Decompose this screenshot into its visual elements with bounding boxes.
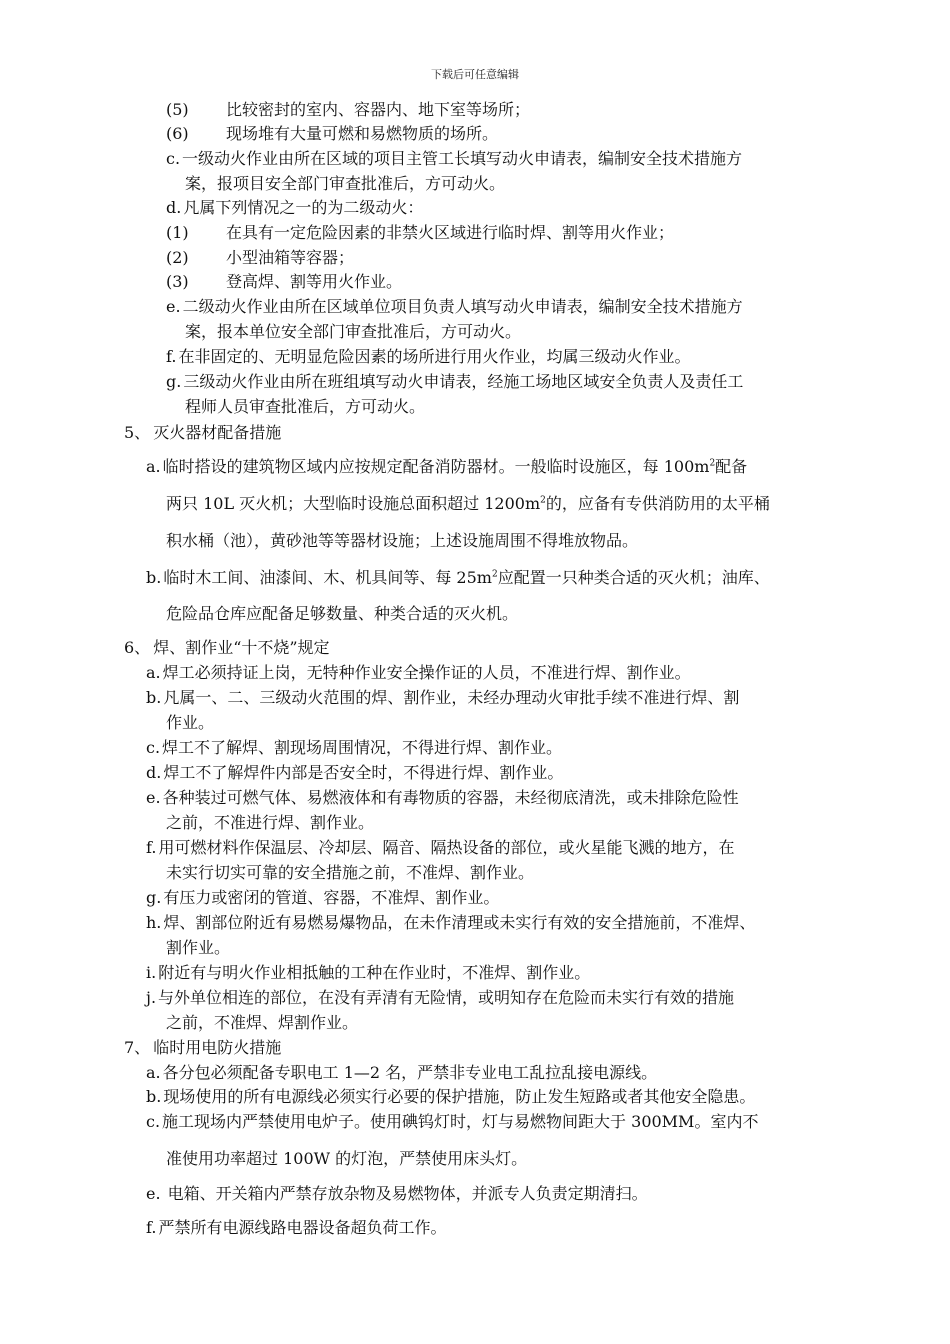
item-text: 未实行切实可靠的安全措施之前，不准焊、割作业。 bbox=[166, 863, 535, 882]
list-item-continuation bbox=[166, 1149, 527, 1169]
list-item bbox=[146, 738, 562, 758]
item-marker: (3) bbox=[166, 272, 189, 291]
item-marker: f. bbox=[166, 347, 177, 366]
list-item bbox=[166, 198, 423, 218]
list-item-continuation bbox=[166, 863, 534, 883]
item-text: 电箱、开关箱内严禁存放杂物及易燃物体，并派专人负责定期清扫。 bbox=[162, 1184, 648, 1203]
item-text: 之前，不准焊、焊割作业。 bbox=[166, 1013, 359, 1032]
item-text: 二级动火作业由所在区域单位项目负责人填写动火申请表，编制安全技术措施方 bbox=[182, 297, 743, 316]
item-text: 之前，不准进行焊、割作业。 bbox=[166, 813, 375, 832]
item-marker: a. bbox=[146, 457, 161, 476]
item-marker: b. bbox=[146, 568, 162, 587]
section-heading bbox=[124, 1038, 281, 1058]
list-item-continuation bbox=[166, 813, 374, 833]
item-text: 两只 10L 灭火机；大型临时设施总面积超过 1200m bbox=[166, 494, 541, 513]
list-item bbox=[146, 888, 499, 908]
item-marker: e. bbox=[146, 788, 161, 807]
item-text: 比较密封的室内、容器内、地下室等场所； bbox=[226, 100, 531, 119]
section-number: 6、 bbox=[124, 638, 151, 657]
item-text: 有压力或密闭的管道、容器，不准焊、割作业。 bbox=[163, 888, 500, 907]
item-text: 割作业。 bbox=[166, 938, 231, 957]
item-text: 焊工必须持证上岗，无特种作业安全操作证的人员，不准进行焊、割作业。 bbox=[162, 663, 691, 682]
item-text: 附近有与明火作业相抵触的工种在作业时，不准焊、割作业。 bbox=[158, 963, 591, 982]
section-number: 7、 bbox=[124, 1038, 151, 1057]
item-text: 焊工不了解焊件内部是否安全时，不得进行焊、割作业。 bbox=[163, 763, 564, 782]
item-marker: j. bbox=[146, 988, 157, 1007]
item-marker: f. bbox=[146, 838, 157, 857]
item-text: 一级动火作业由所在区域的项目主管工长填写动火申请表，编制安全技术措施方 bbox=[182, 149, 743, 168]
list-item bbox=[146, 457, 747, 477]
item-marker: c. bbox=[166, 149, 181, 168]
item-text: 临时搭设的建筑物区域内应按规定配备消防器材。一般临时设施区，每 100m bbox=[162, 457, 710, 476]
list-item bbox=[146, 988, 734, 1008]
item-text: 的，应备有专供消防用的太平桶 bbox=[545, 494, 770, 513]
list-item bbox=[146, 688, 739, 708]
item-marker: (5) bbox=[166, 100, 189, 119]
item-text: 用可燃材料作保温层、冷却层、隔音、隔热设备的部位，或火星能飞溅的地方，在 bbox=[158, 838, 735, 857]
list-item-continuation bbox=[166, 1013, 358, 1033]
list-item bbox=[146, 1087, 755, 1107]
item-text: 现场堆有大量可燃和易燃物质的场所。 bbox=[226, 124, 499, 143]
list-item bbox=[146, 838, 734, 858]
item-marker: h. bbox=[146, 913, 162, 932]
section-title: 焊、割作业“十不烧”规定 bbox=[153, 638, 330, 657]
item-marker: b. bbox=[146, 688, 162, 707]
item-marker: f. bbox=[146, 1218, 157, 1237]
item-text: 三级动火作业由所在班组填写动火申请表，经施工场地区域安全负责人及责任工 bbox=[183, 372, 744, 391]
item-text: 凡属一、二、三级动火范围的焊、割作业，未经办理动火审批手续不准进行焊、割 bbox=[163, 688, 740, 707]
item-marker: g. bbox=[166, 372, 182, 391]
item-text: 案，报项目安全部门审查批准后，方可动火。 bbox=[185, 174, 506, 193]
list-item bbox=[146, 568, 770, 588]
list-item bbox=[146, 1218, 446, 1238]
section-heading bbox=[124, 423, 281, 443]
list-item bbox=[166, 347, 690, 367]
item-text: 配备 bbox=[715, 457, 748, 476]
list-item bbox=[146, 1063, 657, 1083]
item-text: 临时木工间、油漆间、木、机具间等、每 25m bbox=[163, 568, 492, 587]
item-text: 焊、割部位附近有易燃易爆物品，在未作清理或未实行有效的安全措施前，不准焊、 bbox=[163, 913, 756, 932]
list-item-continuation bbox=[166, 604, 518, 624]
item-text: 凡属下列情况之一的为二级动火： bbox=[183, 198, 424, 217]
item-text: 案，报本单位安全部门审查批准后，方可动火。 bbox=[185, 322, 522, 341]
section-heading bbox=[124, 638, 330, 658]
item-marker: a. bbox=[146, 663, 161, 682]
section-number: 5、 bbox=[124, 423, 151, 442]
list-item-continuation bbox=[185, 174, 505, 194]
item-text: 各分包必须配备专职电工 1—2 名，严禁非专业电工乱拉乱接电源线。 bbox=[162, 1063, 658, 1082]
list-item-continuation bbox=[185, 322, 521, 342]
list-item bbox=[166, 248, 354, 268]
list-item bbox=[166, 297, 743, 317]
item-marker: (1) bbox=[166, 223, 189, 242]
list-item bbox=[146, 963, 590, 983]
list-item bbox=[166, 372, 743, 392]
item-marker: e. bbox=[166, 297, 181, 316]
item-text: 积水桶（池），黄砂池等等器材设施；上述设施周围不得堆放物品。 bbox=[166, 531, 639, 550]
item-marker: d. bbox=[166, 198, 182, 217]
item-text: 作业。 bbox=[166, 713, 215, 732]
item-text: 小型油箱等容器； bbox=[226, 248, 355, 267]
item-text: 登高焊、割等用火作业。 bbox=[226, 272, 403, 291]
list-item bbox=[166, 124, 498, 144]
page-header: 下载后可任意编辑 bbox=[431, 68, 519, 81]
item-marker: g. bbox=[146, 888, 162, 907]
item-marker: b. bbox=[146, 1087, 162, 1106]
item-text: 危险品仓库应配备足够数量、种类合适的灭火机。 bbox=[166, 604, 519, 623]
item-marker: e. bbox=[146, 1184, 161, 1203]
section-title: 灭火器材配备措施 bbox=[153, 423, 282, 442]
list-item-continuation bbox=[185, 397, 425, 417]
item-text: 准使用功率超过 100W 的灯泡，严禁使用床头灯。 bbox=[166, 1149, 528, 1168]
item-text: 应配置一只种类合适的灭火机；油库、 bbox=[497, 568, 770, 587]
item-marker: (2) bbox=[166, 248, 189, 267]
list-item bbox=[146, 913, 755, 933]
item-marker: d. bbox=[146, 763, 162, 782]
superscript: 2 bbox=[709, 458, 716, 469]
superscript: 2 bbox=[491, 569, 498, 580]
list-item-continuation bbox=[166, 938, 230, 958]
item-marker: a. bbox=[146, 1063, 161, 1082]
item-text: 与外单位相连的部位，在没有弄清有无险情，或明知存在危险而未实行有效的措施 bbox=[158, 988, 735, 1007]
list-item bbox=[146, 1112, 758, 1132]
list-item bbox=[146, 1184, 648, 1204]
list-item bbox=[166, 149, 742, 169]
list-item bbox=[166, 100, 530, 120]
item-text: 焊工不了解焊、割现场周围情况，不得进行焊、割作业。 bbox=[162, 738, 563, 757]
section-title: 临时用电防火措施 bbox=[153, 1038, 282, 1057]
list-item-continuation bbox=[166, 713, 214, 733]
list-item bbox=[166, 223, 674, 243]
item-text: 在具有一定危险因素的非禁火区域进行临时焊、割等用火作业； bbox=[226, 223, 675, 242]
list-item-continuation bbox=[166, 531, 638, 551]
item-marker: c. bbox=[146, 738, 161, 757]
superscript: 2 bbox=[540, 495, 546, 506]
item-text: 在非固定的、无明显危险因素的场所进行用火作业，均属三级动火作业。 bbox=[178, 347, 691, 366]
item-text: 现场使用的所有电源线必须实行必要的保护措施，防止发生短路或者其他安全隐患。 bbox=[163, 1087, 756, 1106]
item-text: 程师人员审查批准后，方可动火。 bbox=[185, 397, 426, 416]
item-text: 各种装过可燃气体、易燃液体和有毒物质的容器，未经彻底清洗，或未排除危险性 bbox=[162, 788, 739, 807]
item-marker: (6) bbox=[166, 124, 189, 143]
list-item bbox=[146, 663, 691, 683]
list-item bbox=[166, 272, 402, 292]
list-item bbox=[146, 763, 563, 783]
item-text: 严禁所有电源线路电器设备超负荷工作。 bbox=[158, 1218, 447, 1237]
item-text: 施工现场内严禁使用电炉子。使用碘钨灯时，灯与易燃物间距大于 300MM。室内不 bbox=[162, 1112, 759, 1131]
list-item bbox=[146, 788, 739, 808]
list-item-continuation bbox=[166, 494, 770, 514]
item-marker: c. bbox=[146, 1112, 161, 1131]
item-marker: i. bbox=[146, 963, 157, 982]
